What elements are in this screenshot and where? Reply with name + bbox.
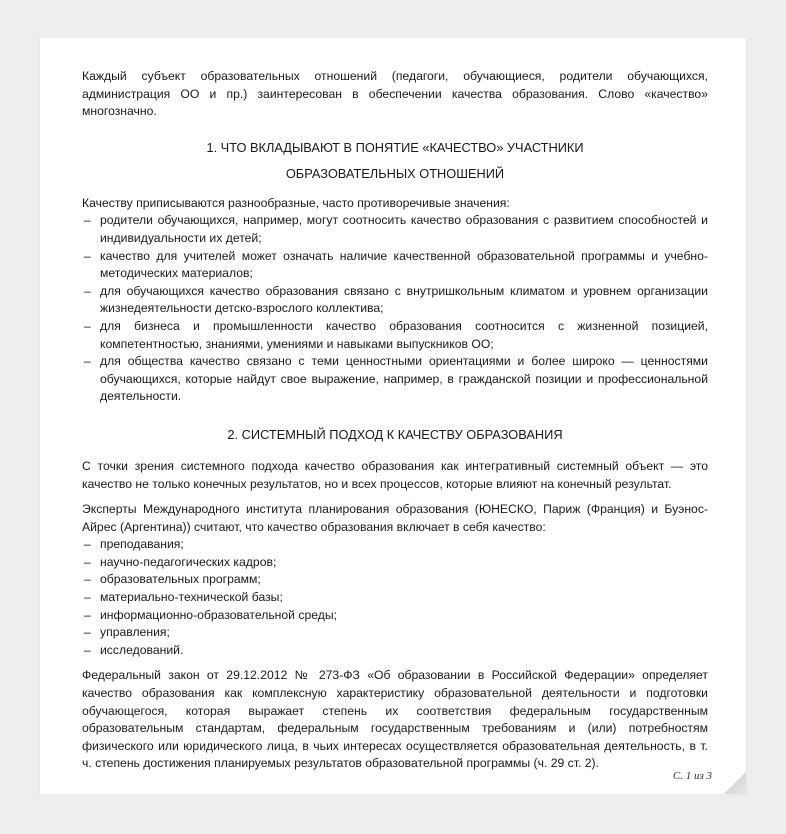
section-2-list — [82, 536, 708, 659]
list-item-text: для бизнеса и промышленности качество образования соотносится с жизненной позицией, компетентностью, знаниями, умениями и навыками выпускников ОО; — [100, 318, 708, 351]
list-item — [82, 607, 708, 625]
list-item-text: управления; — [100, 625, 170, 640]
list-item — [82, 571, 708, 589]
list-item-text: для общества качество связано с теми ценностными ориентациями и более широко — ценностями обучающихся, которые найдут свое выражение, например, в гражданской позиции и профессиональной деятельности. — [100, 354, 708, 404]
list-item — [82, 318, 708, 353]
list-item — [82, 353, 708, 406]
list-item-text: преподавания; — [100, 537, 184, 552]
section-2-heading-block — [82, 422, 708, 448]
section-1-list — [82, 212, 708, 406]
list-item-text: для обучающихся качество образования связано с внутришкольным климатом и уровнем организации жизнедеятельности детско-взрослого коллектива; — [100, 283, 708, 316]
list-item-text: родители обучающихся, например, могут соотносить качество образования с развитием способностей и индивидуальности их детей; — [100, 213, 708, 245]
dash-marker: – — [84, 554, 91, 569]
list-item-text: образовательных программ; — [100, 572, 261, 587]
section-1-heading — [82, 135, 708, 187]
list-item-text: научно-педагогических кадров; — [100, 554, 277, 569]
list-item — [82, 283, 708, 318]
list-item — [82, 554, 708, 572]
dash-marker: – — [84, 213, 91, 228]
dash-marker: – — [84, 607, 91, 622]
list-item — [82, 212, 708, 247]
section-1-heading-line-1: 1. ЧТО ВКЛАДЫВАЮТ В ПОНЯТИЕ «КАЧЕСТВО» УЧАСТНИКИ — [206, 139, 584, 155]
document-body — [82, 68, 708, 773]
dash-marker: – — [84, 283, 91, 298]
page-number: С. 1 из 3 — [672, 770, 712, 782]
list-item — [82, 536, 708, 554]
dash-marker: – — [84, 572, 91, 587]
page-corner-fold — [724, 772, 746, 794]
list-item-text: качество для учителей может означать наличие качественной образовательной программы и учебно-методических материалов; — [100, 248, 708, 281]
list-item — [82, 624, 708, 642]
list-item — [82, 642, 708, 660]
dash-marker: – — [84, 354, 91, 369]
dash-marker: – — [84, 625, 91, 640]
section-2-heading: 2. СИСТЕМНЫЙ ПОДХОД К КАЧЕСТВУ ОБРАЗОВАНИЯ — [227, 426, 563, 442]
section-1-heading-line-2: ОБРАЗОВАТЕЛЬНЫХ ОТНОШЕНИЙ — [285, 165, 505, 181]
list-item — [82, 589, 708, 607]
dash-marker: – — [84, 642, 91, 657]
dash-marker: – — [84, 318, 91, 333]
section-2-paragraph-1: С точки зрения системного подхода качество образования как интегративный системный объект — это качество не только конечных результатов, но и всех процессов, которые влияют на конечный результат. — [82, 458, 708, 491]
list-item-text: информационно-образовательной среды; — [100, 607, 338, 622]
section-1-lead: Качеству приписываются разнообразные, часто противоречивые значения: — [82, 195, 510, 210]
intro-paragraph: Каждый субъект образовательных отношений (педагоги, обучающиеся, родители обучающихся, администрация ОО и пр.) заинтересован в обеспечении качества образования. Слово «качество» многозначно. — [82, 69, 708, 119]
section-2-paragraph-3: Федеральный закон от 29.12.2012 № 273-ФЗ «Об образовании в Российской Федерации» определяет качество образования как комплексную характеристику образовательной деятельности и подготовки обучающегося, которая выражает степень их соответствия федеральным государственным образовательным стандартам, федеральным государственным требованиям и (или) потребностям физического или юридического лица, в чьих интересах осуществляется образовательная деятельность, в т. ч. степень достижения планируемых результатов образовательной программы (ч. 29 ст. 2). — [82, 668, 708, 771]
list-item-text: исследований. — [100, 642, 184, 657]
section-2-paragraph-2: Эксперты Международного института планирования образования (ЮНЕСКО, Париж (Франция) и Буэнос-Айрес (Аргентина)) считают, что качество образования включает в себя качество: — [82, 502, 708, 534]
dash-marker: – — [84, 537, 91, 552]
dash-marker: – — [84, 590, 91, 605]
dash-marker: – — [84, 248, 91, 263]
document-page — [40, 38, 746, 794]
list-item — [82, 248, 708, 283]
list-item-text: материально-технической базы; — [100, 590, 283, 605]
